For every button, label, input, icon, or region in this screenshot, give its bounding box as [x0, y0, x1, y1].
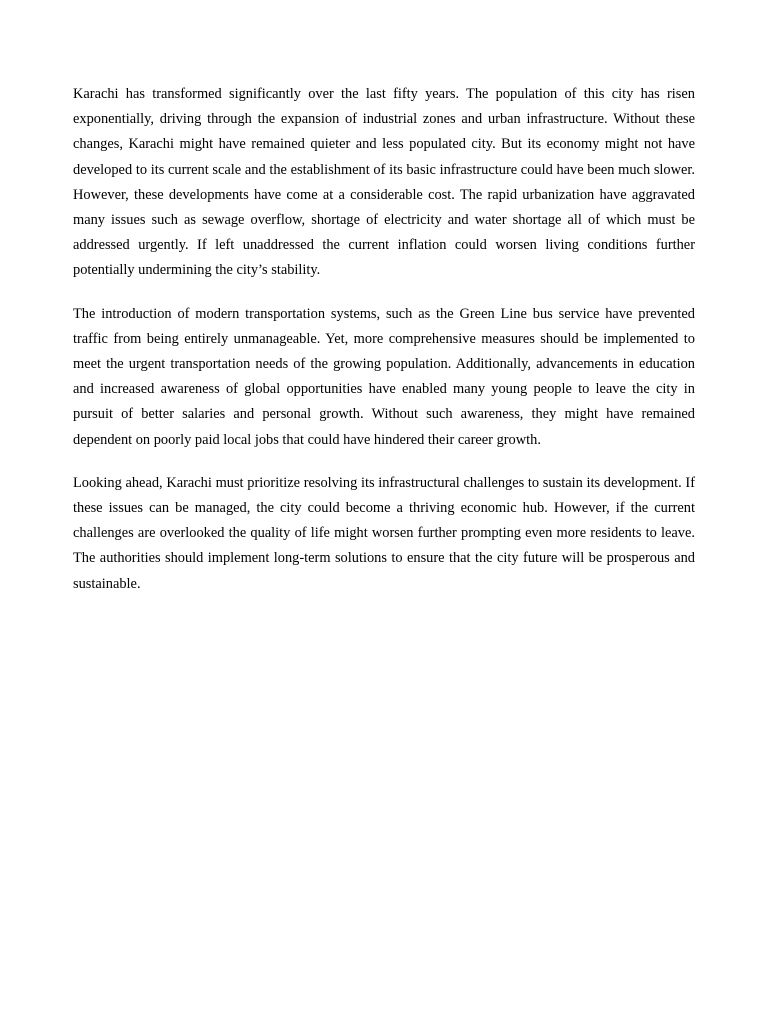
paragraph-3: Looking ahead, Karachi must prioritize resolving its infrastructural challenges to sustain its development. If these issues can be managed, the city could become a thriving economic hub. However, if the current challenges are overlooked the quality of life might worsen further prompting even more residents to leave. The authorities should implement long-term solutions to ensure that the city future will be prosperous and sustainable. [73, 474, 695, 592]
document-body [73, 82, 695, 615]
paragraph-1: Karachi has transformed significantly over the last fifty years. The population of this city has risen exponentially, driving through the expansion of industrial zones and urban infrastructure. Without these changes, Karachi might have remained quieter and less populated city. But its economy might not have developed to its current scale and the establishment of its basic infrastructure could have been much slower. However, these developments have come at a considerable cost. The rapid urbanization have aggravated many issues such as sewage overflow, shortage of electricity and water shortage all of which must be addressed urgently. If left unaddressed the current inflation could worsen living conditions further potentially undermining the city’s stability. [73, 86, 695, 279]
paragraph-2: The introduction of modern transportation systems, such as the Green Line bus service have prevented traffic from being entirely unmanageable. Yet, more comprehensive measures should be implemented to meet the urgent transportation needs of the growing population. Additionally, advancements in education and increased awareness of global opportunities have enabled many young people to leave the city in pursuit of better salaries and personal growth. Without such awareness, they might have remained dependent on poorly paid local jobs that could have hindered their career growth. [73, 305, 695, 448]
